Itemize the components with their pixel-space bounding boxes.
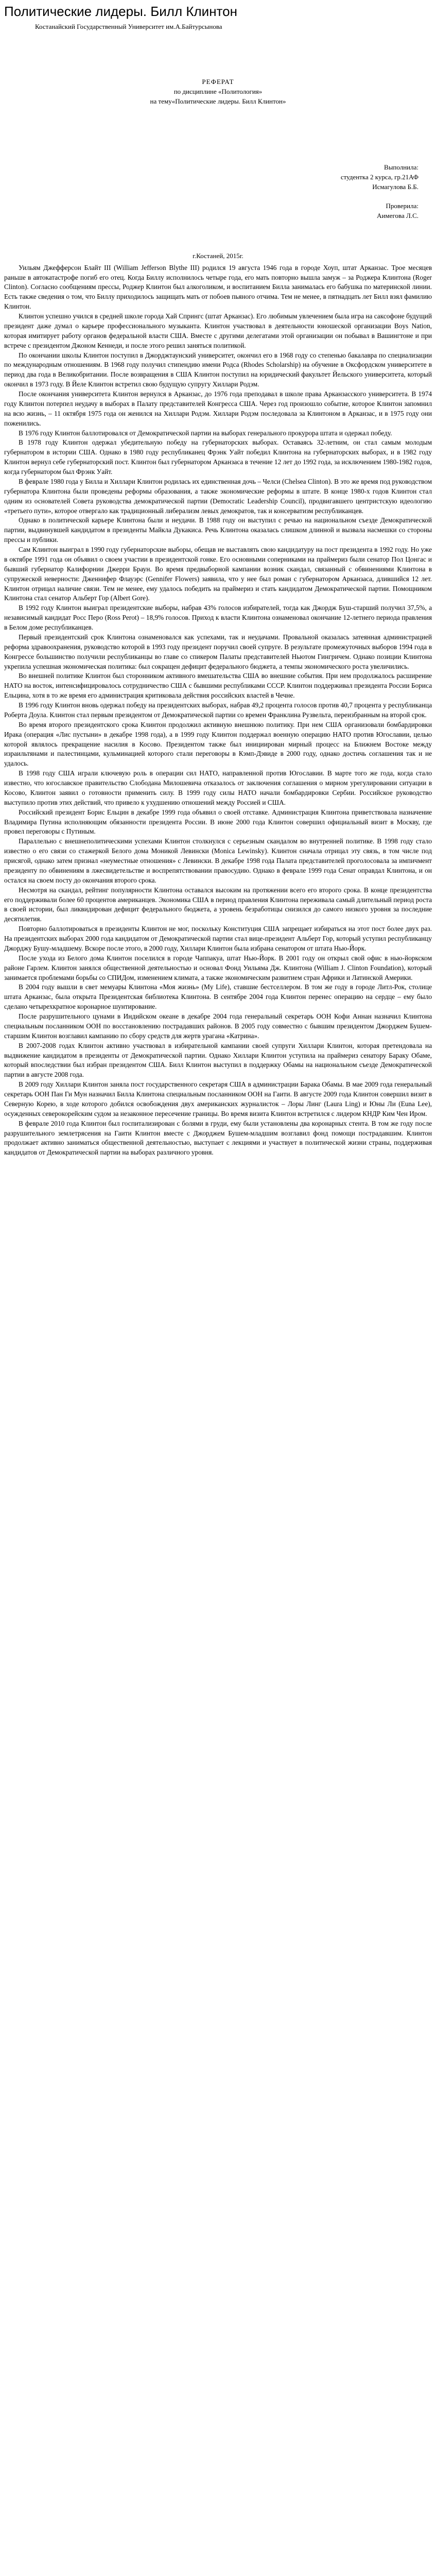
report-header bbox=[4, 77, 432, 107]
page-title: Политические лидеры. Билл Клинтон bbox=[4, 4, 237, 19]
paragraph: После разрушительного цунами в Индийском океане в декабре 2004 года генеральный секретарь ООН Кофи Аннан назначил Клинтона специальным посланником ООН по восстановлению пострадавших районов. В 2005 году совместно с бывшим президентом Джорджем Бушем-старшим Клинтон возглавил кампанию по сбору средств для жертв урагана «Катрина». bbox=[4, 1012, 432, 1040]
checked-label: Проверила: bbox=[386, 201, 418, 210]
paragraph: В 1996 году Клинтон вновь одержал победу на президентских выборах, набрав 49,2 процента голосов против 40,7 процента у республиканца Роберта Доула. Клинтон стал первым президентом от Демократической партии со времен Франклина Рузвельта, переизбранным на второй срок. bbox=[4, 701, 432, 719]
paragraph: Сам Клинтон выиграл в 1990 году губернаторские выборы, обещав не выставлять свою кандидатуру на пост президента в 1992 году. Но уже в октябре 1991 года он объявил о своем участии в президентской гонке. Его основными соперниками на праймериз были сенатор Пол Цонгас и бывший губернатор Калифорнии Джерри Браун. Во время предвыборной кампании возник скандал, связанный с обвинениями Клинтона в супружеской неверности: Дженнифер Флауэрс (Gennifer Flowers) заявила, что у нее был роман с губернатором Арканзаса, длившийся 12 лет. Клинтон отрицал наличие связи. Тем не менее, ему удалось победить на праймериз и стать кандидатом Демократической партии. Помощником Клинтона стал сенатор Альберт Гор (Albert Gore). bbox=[4, 546, 432, 602]
author-info bbox=[4, 163, 432, 221]
report-label: РЕФЕРАТ bbox=[202, 77, 234, 86]
teacher-name: Аимегова Л.С. bbox=[377, 211, 418, 219]
body-text bbox=[4, 263, 432, 1158]
paragraph: В феврале 1980 года у Билла и Хиллари Клинтон родилась их единственная дочь – Челси (Chelsea Clinton). В это же время под руководством губернатора Клинтона были проведены реформы образования, а также экономические реформы в штате. В конце 1980-х годов Клинтон стал одним из основателей Совета руководства демократической партии (Democratic Leadership Council), продвигавшего центристскую идеологию «третьего пути», которое отвергало как традиционный либерализм левых демократов, так и консерватизм республиканцев. bbox=[4, 477, 432, 515]
report-topic: на тему«Политические лидеры. Билл Клинтон» bbox=[150, 97, 286, 105]
place-year: г.Костаней, 2015г. bbox=[193, 251, 243, 260]
paragraph: В 1998 году США играли ключевую роль в операции сил НАТО, направленной против Югославии. В марте того же года, когда стало известно, что югославское правительство Слободана Милошевича отказалось от заключения соглашения о мирном урегулировании ситуации в Косово, Клинтон заявил о готовности применить силу. В 1999 году силы НАТО начали бомбардировки Сербии. Российское руководство выступило против этих действий, что привело к ухудшению отношений между Россией и США. bbox=[4, 769, 432, 806]
paragraph: В феврале 2010 года Клинтон был госпитализирован с болями в груди, ему были установлены два коронарных стента. В том же году после разрушительного землетрясения на Гаити Клинтон вместе с Джорджем Бушем-младшим возглавил фонд помощи пострадавшим. Клинтон продолжает активно заниматься общественной деятельностью, выступает с лекциями и участвует в политической жизни страны, поддерживая кандидатов от Демократической партии на выборах различного уровня. bbox=[4, 1119, 432, 1157]
paragraph: Повторно баллотироваться в президенты Клинтон не мог, поскольку Конституция США запрещает избираться на этот пост более двух раз. На президентских выборах 2000 года кандидатом от Демократической партии стал вице-президент Альберт Гор, который уступил республиканцу Джорджу Бушу-младшему. Вскоре после этого, в 2000 году, Хиллари Клинтон была избрана сенатором от штата Нью-Йорк. bbox=[4, 925, 432, 952]
student-name: Исмагулова Б.Б. bbox=[372, 183, 418, 191]
paragraph: Клинтон успешно учился в средней школе города Хай Спрингс (штат Арканзас). Его любимым увлечением была игра на саксофоне будущий президент даже думал о карьере профессионального музыканта. Клинтон участвовал в деятельности юношеской организации Boys Nation, которая имитирует работу органов федеральной власти США. Вместе с другими делегатами этой организации он побывал в Вашингтоне и при встрече с президентом Джоном Кеннеди, и после этого решил заняться политикой. bbox=[4, 312, 432, 349]
report-discipline: по дисциплине «Политология» bbox=[173, 87, 263, 95]
paragraph: В 1976 году Клинтон баллотировался от Демократической партии на выборах генерального прокурора штата и одержал победу. bbox=[19, 429, 392, 437]
paragraph: Во внешней политике Клинтон был сторонником активного вмешательства США во внешние события. При нем продолжалось расширение НАТО на восток, интенсифицировалось сотрудничество США с бывшими республиками СССР. Клинтон поддерживал президента России Бориса Ельцина, хотя в то же время его администрация критиковала действия российских властей в Чечне. bbox=[4, 672, 432, 700]
paragraph: Несмотря на скандал, рейтинг популярности Клинтона оставался высоким на протяжении всего его второго срока. В конце президентства его поддерживали более 60 процентов американцев. Экономика США в период правления Клинтона переживала самый длительный период роста в своей истории, был ликвидирован дефицит федерального бюджета, а уровень безработицы снизился до самого низкого уровня за последние десятилетия. bbox=[4, 886, 432, 923]
paragraph: Первый президентский срок Клинтона ознаменовался как успехами, так и неудачами. Провальной оказалась затеянная администрацией реформа здравоохранения, руководство которой в 1993 году президент поручил своей супруге. В результате промежуточных выборов 1994 года в Конгрессе большинство получили республиканцы во главе со спикером Палаты представителей Ньютом Гингричем. Однако позиции Клинтона укрепила успешная экономическая политика: был сокращен дефицит федерального бюджета, а темпы экономического роста увеличились. bbox=[4, 633, 432, 670]
paragraph: Уильям Джефферсон Блайт III (William Jefferson Blythe III) родился 19 августа 1946 года в городе Хоуп, штат Арканзас. Трое месяцев раньше в автокатастрофе погиб его отец. Когда Биллу исполнилось четыре года, его мать повторно вышла замуж – за Роджера Клинтона (Roger Clinton). Согласно сообщениям прессы, Роджер Клинтон был алкоголиком, и воспитанием Билла занималась его бабушка по материнской линии. Есть также сведения о том, что Биллу приходилось защищать мать от побоев пьяного отчима. Тем не менее, в пятнадцать лет Билл взял фамилию Клинтон. bbox=[4, 263, 432, 311]
paragraph: По окончании школы Клинтон поступил в Джорджтаунский университет, окончил его в 1968 году со степенью бакалавра по специализации по международным отношениям. В 1968 году получил стипендию имени Родса (Rhodes Scholarship) на обучение в Оксфордском университете в период два года в Великобритании. После возвращения в США Клинтон поступил на юридический факультет Йельского университета, который окончил в 1973 году. В Йеле Клинтон встретил свою будущую супругу Хиллари Родэм. bbox=[4, 351, 432, 388]
paragraph: В 2009 году Хиллари Клинтон заняла пост государственного секретаря США в администрации Барака Обамы. В мае 2009 года генеральный секретарь ООН Пан Ги Мун назначил Билла Клинтона специальным посланником ООН на Гаити. В августе 2009 года Клинтон совершил визит в Северную Корею, в ходе которого добился освобождения двух американских журналисток – Лоры Линг (Laura Ling) и Юны Ли (Euna Lee), осужденных северокорейским судом за незаконное пересечение границы. Во время визита Клинтон встретился с лидером КНДР Ким Чен Иром. bbox=[4, 1080, 432, 1117]
paragraph: Однако в политической карьере Клинтона были и неудачи. В 1988 году он выступил с речью на национальном съезде Демократической партии, выдвинувшей кандидатом в президенты Майкла Дукакиса. Речь Клинтона оказалась слишком длинной и вызвала насмешки со стороны прессы и публики. bbox=[4, 516, 432, 544]
university-name: Костанайский Государственный Университет им.А.Байтурсынова bbox=[35, 22, 222, 30]
paragraph: Параллельно с внешнеполитическими успехами Клинтон столкнулся с серьезным скандалом во внутренней политике. В 1998 году стало известно о его связи со стажеркой Белого дома Моникой Левински (Monica Lewinsky). Клинтон сначала отрицал эту связь, в том числе под присягой, однако затем признал «неуместные отношения» с Левински. В декабре 1998 года Палата представителей проголосовала за импичмент президенту по обвинениям в лжесвидетельстве и воспрепятствовании правосудию. Однако в феврале 1999 года Сенат оправдал Клинтона, и он остался на своем посту до окончания второго срока. bbox=[4, 837, 432, 884]
paragraph: После ухода из Белого дома Клинтон поселился в городе Чаппакуа, штат Нью-Йорк. В 2001 году он открыл свой офис в нью-йоркском районе Гарлем. Клинтон занялся общественной деятельностью и основал Фонд Уильяма Дж. Клинтона (William J. Clinton Foundation), который занимается проблемами борьбы со СПИДом, изменением климата, а также экономическим развитием стран Африки и Латинской Америки. bbox=[4, 954, 432, 981]
paragraph: В 2004 году вышли в свет мемуары Клинтона «Моя жизнь» (My Life), ставшие бестселлером. В том же году в городе Литл-Рок, столице штата Арканзас, была открыта Президентская библиотека Клинтона. В сентябре 2004 года Клинтон перенес операцию на сердце – ему было сделано четырехкратное коронарное шунтирование. bbox=[4, 983, 432, 1011]
paragraph: В 1978 году Клинтон одержал убедительную победу на губернаторских выборах. Оставаясь 32-летним, он стал самым молодым губернатором в истории США. Однако в 1980 году республиканец Фрэнк Уайт победил Клинтона на губернаторских выборах, и в 1982 году Клинтон вернул себе губернаторский пост. Клинтон был губернатором Арканзаса в течение 12 лет до 1992 года, за исключением 1980-1982 годов, когда губернатором был Фрэнк Уайт. bbox=[4, 438, 432, 476]
student-group: студентка 2 курса, гр.21АФ bbox=[340, 173, 418, 181]
paragraph: В 1992 году Клинтон выиграл президентские выборы, набрав 43% голосов избирателей, тогда как Джордж Буш-старший получил 37,5%, а независимый кандидат Росс Перо (Ross Perot) – 18,9% голосов. Приход к власти Клинтона ознаменовал окончание 12-летнего периода правления в Белом доме республиканцев. bbox=[4, 604, 432, 632]
done-label: Выполнила: bbox=[384, 163, 418, 172]
paragraph: После окончания университета Клинтон вернулся в Арканзас, до 1976 года преподавал в школе права Арканзасского университета. В 1974 году Клинтон потерпел неудачу в выборах в Палату представителей Конгресса США. Через год произошло событие, которое Клинтон запомнил на всю жизнь, – 11 октября 1975 года он женился на Хиллари Родэм. Хиллари Родэм последовала за Клинтоном в Арканзас, и в 1975 году они поженились. bbox=[4, 390, 432, 427]
paragraph: Российский президент Борис Ельцин в декабре 1999 года объявил о своей отставке. Администрация Клинтона приветствовала назначение Владимира Путина исполняющим обязанности президента России. В июне 2000 года Клинтон совершил официальный визит в Москву, где провел переговоры с Путиным. bbox=[4, 808, 432, 836]
paragraph: Во время второго президентского срока Клинтон продолжил активную внешнюю политику. При нем США организовали бомбардировки Ирака (операция «Лис пустыни» в декабре 1998 года), а в 1999 году Клинтон поддержал военную операцию НАТО против Югославии, целью которой являлось прекращение насилия в Косово. Президентом также был инициирован мирный процесс на Ближнем Востоке между израильтянами и палестинцами, кульминацией которого стали переговоры в Кэмп-Дэвиде в 2000 году, однако достичь соглашения так и не удалось. bbox=[4, 720, 432, 768]
paragraph: В 2007-2008 годах Клинтон активно участвовал в избирательной кампании своей супруги Хиллари Клинтон, которая претендовала на выдвижение кандидатом в президенты от Демократической партии. Однако Хиллари Клинтон уступила на праймериз сенатору Бараку Обаме, который впоследствии был избран президентом США. Билл Клинтон выступил в поддержку Обамы на национальном съезде Демократической партии в августе 2008 года. bbox=[4, 1041, 432, 1079]
